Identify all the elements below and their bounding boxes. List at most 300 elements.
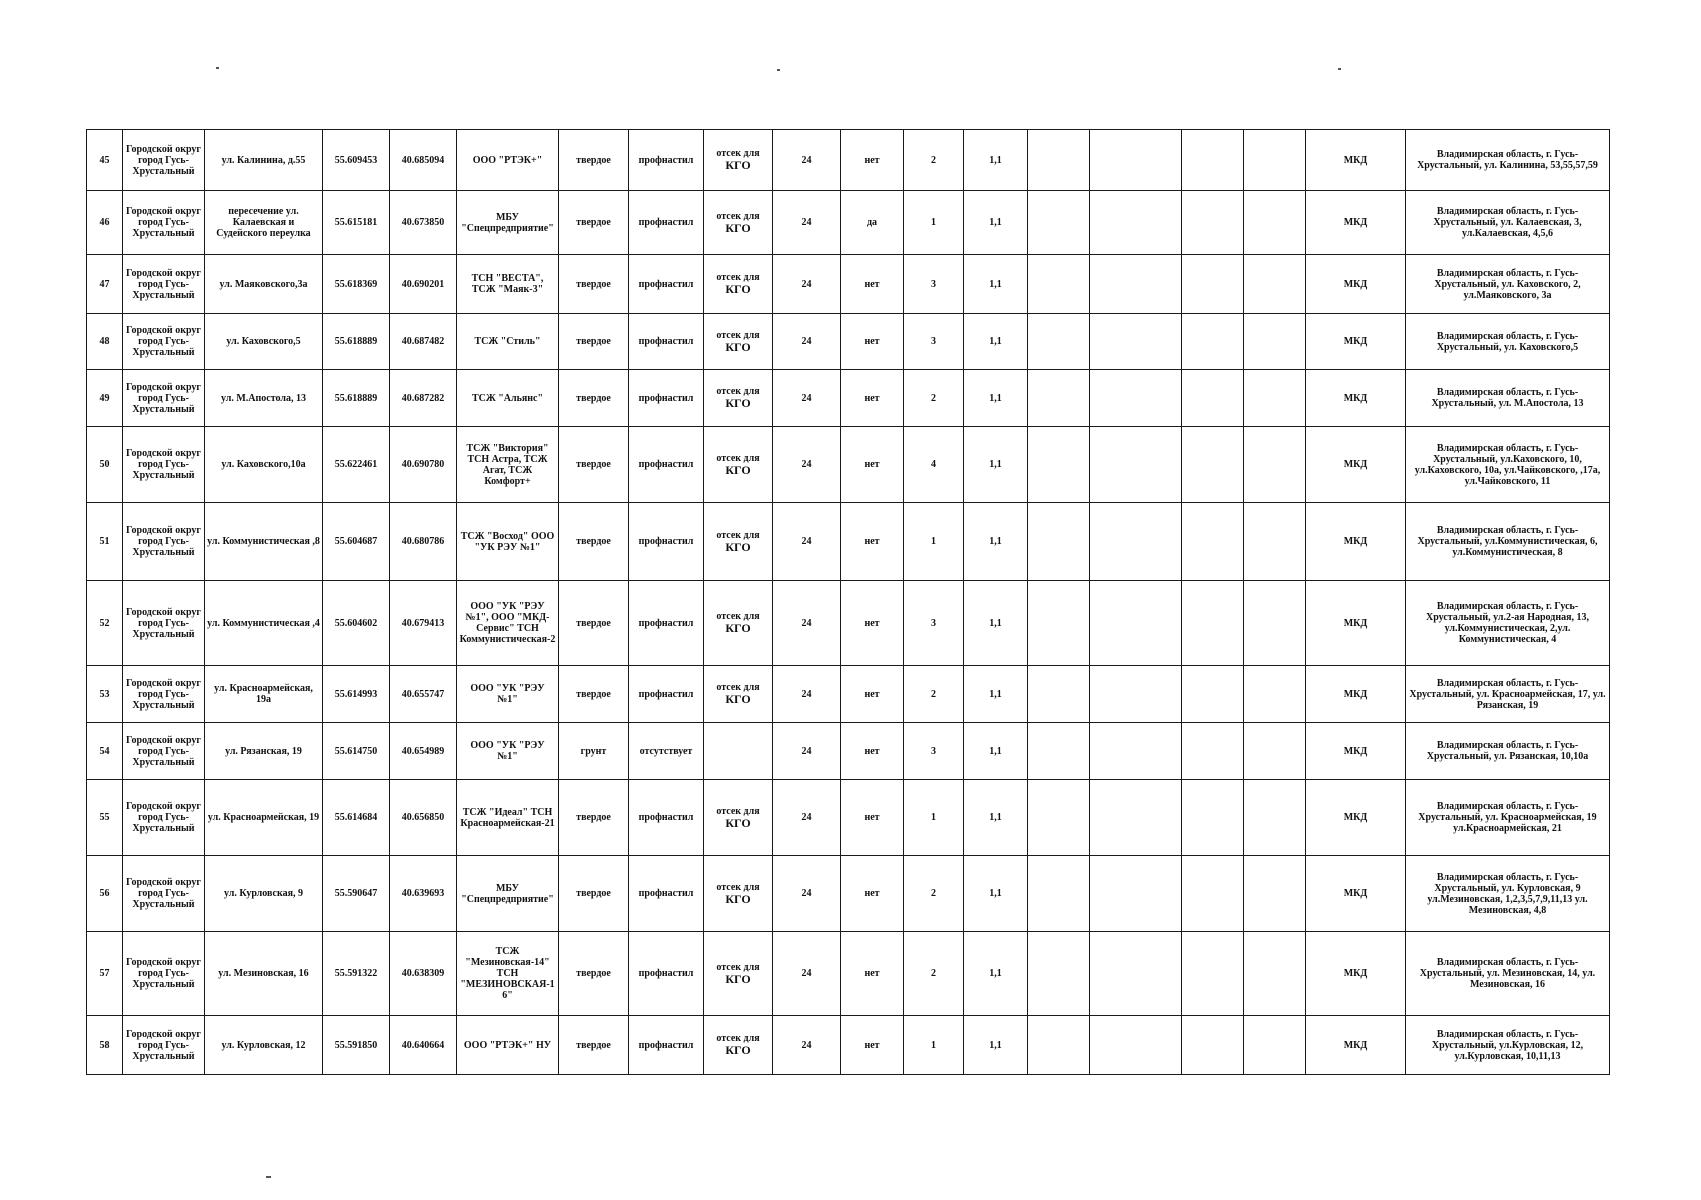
empty-cell [1090,723,1182,780]
site-type-kgo: КГО [725,282,751,296]
district-cell: Городской округ город Гусь-Хрустальный [123,581,205,666]
empty-cell [1028,780,1090,856]
table-row [87,314,1610,370]
empty-cell [1244,723,1306,780]
surface-cell: твердое [559,932,629,1016]
latitude-cell: 55.591322 [323,932,390,1016]
longitude-cell: 40.687482 [390,314,457,370]
site-type-kgo: КГО [725,891,751,906]
empty-cell [1028,581,1090,666]
surface-cell: твердое [559,427,629,503]
volume-cell: 24 [773,130,841,191]
capacity-cell: 1,1 [964,255,1028,314]
site-type-cell [704,255,773,314]
scan-speck [216,67,219,69]
organization-cell: ТСЖ "Идеал" ТСН Красноармейская-21 [457,780,559,856]
table-row [87,503,1610,581]
container-count-cell: 2 [904,130,964,191]
source-type-cell: МКД [1306,503,1406,581]
table-row [87,427,1610,503]
source-type-cell: МКД [1306,581,1406,666]
volume-cell: 24 [773,370,841,427]
capacity-cell: 1,1 [964,130,1028,191]
street-cell: ул. Мезиновская, 16 [205,932,323,1016]
fence-cell: профнастил [629,130,704,191]
site-type-kgo: КГО [725,971,751,986]
organization-cell: ТСЖ "Альянс" [457,370,559,427]
surface-cell: твердое [559,130,629,191]
empty-cell [1244,370,1306,427]
table-row [87,723,1610,780]
yes-no-cell: нет [841,255,904,314]
longitude-cell: 40.654989 [390,723,457,780]
empty-cell [1090,427,1182,503]
organization-cell: МБУ "Спецпредприятие" [457,856,559,932]
site-type-kgo: КГО [725,1043,751,1057]
empty-cell [1182,427,1244,503]
container-sites-table [86,129,1610,1075]
yes-no-cell: нет [841,780,904,856]
street-cell: ул. Маяковского,3а [205,255,323,314]
empty-cell [1028,666,1090,723]
site-type-kgo: КГО [725,158,751,172]
empty-cell [1090,581,1182,666]
row-number-cell: 49 [87,370,123,427]
site-type-kgo: КГО [725,539,751,554]
empty-cell [1182,255,1244,314]
container-count-cell: 4 [904,427,964,503]
yes-no-cell: нет [841,723,904,780]
capacity-cell: 1,1 [964,666,1028,723]
table-row [87,191,1610,255]
volume-cell: 24 [773,255,841,314]
surface-cell: твердое [559,1016,629,1075]
empty-cell [1182,723,1244,780]
site-type-kgo: КГО [725,462,751,477]
served-addresses-cell: Владимирская область, г. Гусь-Хрустальный, ул. Каховского,5 [1406,314,1610,370]
site-type-kgo: КГО [725,692,751,706]
street-cell: ул. Калинина, д.55 [205,130,323,191]
longitude-cell: 40.690780 [390,427,457,503]
site-type-label: отсек для [716,881,760,893]
street-cell: ул. Каховского,5 [205,314,323,370]
served-addresses-cell: Владимирская область, г. Гусь-Хрустальный, ул.Коммунистическая, 6, ул.Коммунистическая, 8 [1406,503,1610,581]
empty-cell [1028,370,1090,427]
source-type-cell: МКД [1306,255,1406,314]
latitude-cell: 55.604687 [323,503,390,581]
surface-cell: твердое [559,581,629,666]
yes-no-cell: нет [841,666,904,723]
empty-cell [1090,856,1182,932]
latitude-cell: 55.615181 [323,191,390,255]
empty-cell [1244,427,1306,503]
street-cell: ул. Коммунистическая ,8 [205,503,323,581]
street-cell: ул. М.Апостола, 13 [205,370,323,427]
table-row [87,370,1610,427]
surface-cell: твердое [559,191,629,255]
empty-cell [1028,503,1090,581]
surface-cell: твердое [559,255,629,314]
district-cell: Городской округ город Гусь-Хрустальный [123,255,205,314]
source-type-cell: МКД [1306,370,1406,427]
volume-cell: 24 [773,503,841,581]
empty-cell [1244,255,1306,314]
longitude-cell: 40.639693 [390,856,457,932]
empty-cell [1182,503,1244,581]
empty-cell [1182,780,1244,856]
empty-cell [1244,932,1306,1016]
longitude-cell: 40.690201 [390,255,457,314]
yes-no-cell: нет [841,932,904,1016]
street-cell: ул. Курловская, 9 [205,856,323,932]
container-count-cell: 1 [904,191,964,255]
source-type-cell: МКД [1306,130,1406,191]
empty-cell [1244,666,1306,723]
district-cell: Городской округ город Гусь-Хрустальный [123,314,205,370]
site-type-cell [704,581,773,666]
yes-no-cell: да [841,191,904,255]
longitude-cell: 40.679413 [390,581,457,666]
site-type-label: отсек для [716,529,760,541]
yes-no-cell: нет [841,1016,904,1075]
container-count-cell: 2 [904,370,964,427]
served-addresses-cell: Владимирская область, г. Гусь-Хрустальный, ул. Калинина, 53,55,57,59 [1406,130,1610,191]
fence-cell: профнастил [629,427,704,503]
table-row [87,130,1610,191]
row-number-cell: 51 [87,503,123,581]
volume-cell: 24 [773,856,841,932]
site-type-cell [704,666,773,723]
capacity-cell: 1,1 [964,191,1028,255]
site-type-kgo: КГО [725,220,751,235]
district-cell: Городской округ город Гусь-Хрустальный [123,723,205,780]
empty-cell [1244,1016,1306,1075]
fence-cell: профнастил [629,856,704,932]
organization-cell: ООО "УК "РЭУ №1" [457,723,559,780]
yes-no-cell: нет [841,503,904,581]
table-row [87,666,1610,723]
empty-cell [1028,427,1090,503]
empty-cell [1182,314,1244,370]
empty-cell [1244,503,1306,581]
fence-cell: профнастил [629,1016,704,1075]
served-addresses-cell: Владимирская область, г. Гусь-Хрустальный, ул. Рязанская, 10,10а [1406,723,1610,780]
site-type-cell [704,856,773,932]
latitude-cell: 55.622461 [323,427,390,503]
empty-cell [1244,191,1306,255]
organization-cell: ООО "УК "РЭУ №1" [457,666,559,723]
latitude-cell: 55.614993 [323,666,390,723]
site-type-label: отсек для [716,1033,760,1044]
container-count-cell: 2 [904,932,964,1016]
empty-cell [1090,932,1182,1016]
fence-cell: профнастил [629,666,704,723]
empty-cell [1090,130,1182,191]
site-type-cell [704,932,773,1016]
capacity-cell: 1,1 [964,427,1028,503]
latitude-cell: 55.614684 [323,780,390,856]
site-type-kgo: КГО [725,621,751,635]
scan-speck [1338,68,1341,70]
fence-cell: профнастил [629,780,704,856]
row-number-cell: 56 [87,856,123,932]
capacity-cell: 1,1 [964,581,1028,666]
street-cell: ул. Коммунистическая ,4 [205,581,323,666]
empty-cell [1182,932,1244,1016]
site-type-cell [704,723,773,780]
row-number-cell: 52 [87,581,123,666]
site-type-cell [704,1016,773,1075]
longitude-cell: 40.673850 [390,191,457,255]
volume-cell: 24 [773,191,841,255]
empty-cell [1244,314,1306,370]
surface-cell: твердое [559,666,629,723]
surface-cell: твердое [559,314,629,370]
site-type-label: отсек для [716,210,760,222]
capacity-cell: 1,1 [964,723,1028,780]
empty-cell [1090,191,1182,255]
fence-cell: профнастил [629,255,704,314]
longitude-cell: 40.638309 [390,932,457,1016]
source-type-cell: МКД [1306,723,1406,780]
served-addresses-cell: Владимирская область, г. Гусь-Хрустальный, ул.Каховского, 10, ул.Каховского, 10а, ул.Чайковского, ,17а, ул.Чайковского, 11 [1406,427,1610,503]
table-row [87,1016,1610,1075]
empty-cell [1182,130,1244,191]
row-number-cell: 45 [87,130,123,191]
street-cell: ул. Рязанская, 19 [205,723,323,780]
table-row [87,932,1610,1016]
fence-cell: профнастил [629,370,704,427]
source-type-cell: МКД [1306,1016,1406,1075]
row-number-cell: 58 [87,1016,123,1075]
longitude-cell: 40.655747 [390,666,457,723]
empty-cell [1244,780,1306,856]
organization-cell: МБУ "Спецпредприятие" [457,191,559,255]
organization-cell: ООО "УК "РЭУ №1", ООО "МКД-Сервис" ТСН Коммунистическая-2 [457,581,559,666]
empty-cell [1182,666,1244,723]
source-type-cell: МКД [1306,427,1406,503]
fence-cell: профнастил [629,314,704,370]
empty-cell [1028,856,1090,932]
surface-cell: твердое [559,503,629,581]
empty-cell [1090,503,1182,581]
latitude-cell: 55.618889 [323,370,390,427]
container-count-cell: 3 [904,255,964,314]
capacity-cell: 1,1 [964,856,1028,932]
yes-no-cell: нет [841,370,904,427]
volume-cell: 24 [773,581,841,666]
site-type-cell [704,780,773,856]
empty-cell [1244,130,1306,191]
district-cell: Городской округ город Гусь-Хрустальный [123,191,205,255]
yes-no-cell: нет [841,856,904,932]
longitude-cell: 40.687282 [390,370,457,427]
organization-cell: ТСЖ "Восход" ООО "УК РЭУ №1" [457,503,559,581]
fence-cell: профнастил [629,932,704,1016]
district-cell: Городской округ город Гусь-Хрустальный [123,780,205,856]
district-cell: Городской округ город Гусь-Хрустальный [123,666,205,723]
empty-cell [1090,314,1182,370]
container-count-cell: 3 [904,723,964,780]
capacity-cell: 1,1 [964,503,1028,581]
longitude-cell: 40.680786 [390,503,457,581]
row-number-cell: 54 [87,723,123,780]
empty-cell [1182,581,1244,666]
empty-cell [1028,130,1090,191]
table-row [87,255,1610,314]
empty-cell [1090,370,1182,427]
district-cell: Городской округ город Гусь-Хрустальный [123,1016,205,1075]
organization-cell: ООО "РТЭК+" НУ [457,1016,559,1075]
capacity-cell: 1,1 [964,314,1028,370]
source-type-cell: МКД [1306,191,1406,255]
empty-cell [1090,666,1182,723]
fence-cell: профнастил [629,581,704,666]
empty-cell [1028,314,1090,370]
empty-cell [1090,255,1182,314]
served-addresses-cell: Владимирская область, г. Гусь-Хрустальный, ул.Курловская, 12, ул.Курловская, 10,11,13 [1406,1016,1610,1075]
empty-cell [1028,255,1090,314]
row-number-cell: 53 [87,666,123,723]
table-row [87,581,1610,666]
site-type-cell [704,427,773,503]
table-row [87,856,1610,932]
organization-cell: ТСЖ "Стиль" [457,314,559,370]
empty-cell [1182,1016,1244,1075]
site-type-cell [704,191,773,255]
empty-cell [1028,1016,1090,1075]
district-cell: Городской округ город Гусь-Хрустальный [123,370,205,427]
latitude-cell: 55.604602 [323,581,390,666]
capacity-cell: 1,1 [964,932,1028,1016]
site-type-label: отсек для [716,961,760,973]
served-addresses-cell: Владимирская область, г. Гусь-Хрустальный, ул. Курловская, 9 ул.Мезиновская, 1,2,3,5,7,9,11,13 ул. Мезиновская, 4,8 [1406,856,1610,932]
latitude-cell: 55.614750 [323,723,390,780]
container-count-cell: 1 [904,1016,964,1075]
source-type-cell: МКД [1306,856,1406,932]
street-cell: ул. Курловская, 12 [205,1016,323,1075]
row-number-cell: 50 [87,427,123,503]
empty-cell [1182,856,1244,932]
site-type-cell [704,314,773,370]
district-cell: Городской округ город Гусь-Хрустальный [123,856,205,932]
served-addresses-cell: Владимирская область, г. Гусь-Хрустальный, ул. Красноармейская, 19 ул.Красноармейская, 21 [1406,780,1610,856]
organization-cell: ТСЖ "Мезиновская-14" ТСН "МЕЗИНОВСКАЯ-16" [457,932,559,1016]
volume-cell: 24 [773,932,841,1016]
longitude-cell: 40.685094 [390,130,457,191]
district-cell: Городской округ город Гусь-Хрустальный [123,932,205,1016]
latitude-cell: 55.618889 [323,314,390,370]
served-addresses-cell: Владимирская область, г. Гусь-Хрустальный, ул.2-ая Народная, 13, ул.Коммунистическая, 2,ул. Коммунистическая, 4 [1406,581,1610,666]
container-count-cell: 3 [904,314,964,370]
district-cell: Городской округ город Гусь-Хрустальный [123,503,205,581]
longitude-cell: 40.640664 [390,1016,457,1075]
scan-speck [777,69,780,71]
surface-cell: твердое [559,856,629,932]
surface-cell: грунт [559,723,629,780]
served-addresses-cell: Владимирская область, г. Гусь-Хрустальный, ул. Мезиновская, 14, ул. Мезиновская, 16 [1406,932,1610,1016]
fence-cell: профнастил [629,503,704,581]
scan-speck [266,1176,271,1178]
district-cell: Городской округ город Гусь-Хрустальный [123,427,205,503]
volume-cell: 24 [773,427,841,503]
site-type-label: отсек для [716,452,760,464]
yes-no-cell: нет [841,427,904,503]
site-type-kgo: КГО [725,339,751,354]
table-row [87,780,1610,856]
site-type-label: отсек для [716,805,760,817]
surface-cell: твердое [559,780,629,856]
site-type-cell [704,370,773,427]
source-type-cell: МКД [1306,666,1406,723]
latitude-cell: 55.590647 [323,856,390,932]
row-number-cell: 48 [87,314,123,370]
organization-cell: ТСН "ВЕСТА", ТСЖ "Маяк-3" [457,255,559,314]
fence-cell: отсутствует [629,723,704,780]
source-type-cell: МКД [1306,314,1406,370]
site-type-kgo: КГО [725,396,751,410]
site-type-label: отсек для [716,329,760,341]
yes-no-cell: нет [841,130,904,191]
street-cell: пересечение ул. Калаевская и Судейского переулка [205,191,323,255]
volume-cell: 24 [773,314,841,370]
street-cell: ул. Красноармейская, 19а [205,666,323,723]
site-type-cell [704,130,773,191]
capacity-cell: 1,1 [964,370,1028,427]
empty-cell [1028,191,1090,255]
capacity-cell: 1,1 [964,780,1028,856]
row-number-cell: 46 [87,191,123,255]
longitude-cell: 40.656850 [390,780,457,856]
volume-cell: 24 [773,723,841,780]
site-type-label: отсек для [716,611,760,622]
latitude-cell: 55.609453 [323,130,390,191]
source-type-cell: МКД [1306,780,1406,856]
empty-cell [1028,723,1090,780]
empty-cell [1244,581,1306,666]
empty-cell [1182,191,1244,255]
yes-no-cell: нет [841,581,904,666]
site-type-label: отсек для [716,386,760,397]
latitude-cell: 55.591850 [323,1016,390,1075]
container-count-cell: 2 [904,856,964,932]
empty-cell [1244,856,1306,932]
organization-cell: ТСЖ "Виктория" ТСН Астра, ТСЖ Агат, ТСЖ Комфорт+ [457,427,559,503]
site-type-label: отсек для [716,272,760,283]
site-type-cell [704,503,773,581]
empty-cell [1182,370,1244,427]
fence-cell: профнастил [629,191,704,255]
surface-cell: твердое [559,370,629,427]
row-number-cell: 55 [87,780,123,856]
empty-cell [1090,1016,1182,1075]
site-type-label: отсек для [716,682,760,693]
empty-cell [1090,780,1182,856]
volume-cell: 24 [773,1016,841,1075]
volume-cell: 24 [773,780,841,856]
source-type-cell: МКД [1306,932,1406,1016]
container-count-cell: 1 [904,503,964,581]
yes-no-cell: нет [841,314,904,370]
site-type-kgo: КГО [725,815,751,830]
served-addresses-cell: Владимирская область, г. Гусь-Хрустальный, ул. Каховского, 2, ул.Маяковского, 3а [1406,255,1610,314]
street-cell: ул. Красноармейская, 19 [205,780,323,856]
site-type-label: отсек для [716,148,760,159]
container-count-cell: 3 [904,581,964,666]
served-addresses-cell: Владимирская область, г. Гусь-Хрустальный, ул. Калаевская, 3, ул.Калаевская, 4,5,6 [1406,191,1610,255]
container-count-cell: 2 [904,666,964,723]
organization-cell: ООО "РТЭК+" [457,130,559,191]
